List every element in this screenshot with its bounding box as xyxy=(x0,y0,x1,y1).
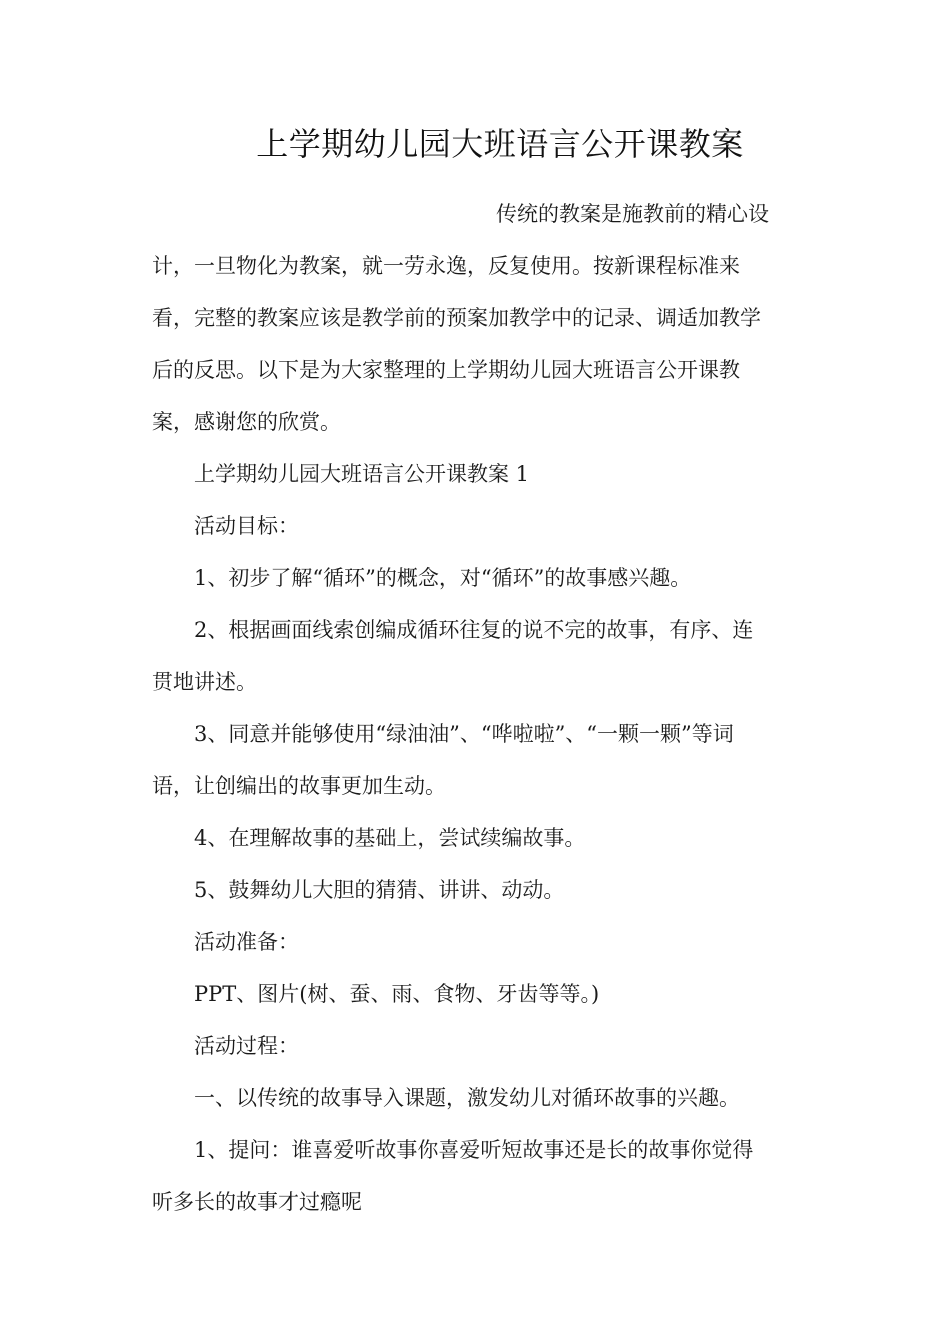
goal-4: 4、在理解故事的基础上，尝试续编故事。 xyxy=(194,826,586,850)
step-1-question-line-2: 听多长的故事才过瘾呢 xyxy=(152,1190,362,1214)
document-title: 上学期幼儿园大班语言公开课教案 xyxy=(256,125,744,163)
goals-heading: 活动目标： xyxy=(194,514,299,538)
goal-5: 5、鼓舞幼儿大胆的猜猜、讲讲、动动。 xyxy=(194,878,565,902)
prep-content: PPT、图片(树、蚕、雨、食物、牙齿等等。) xyxy=(194,982,600,1006)
goal-1: 1、初步了解“循环”的概念，对“循环”的故事感兴趣。 xyxy=(194,566,692,590)
goal-3-line-1: 3、同意并能够使用“绿油油”、“哗啦啦”、“一颗一颗”等词 xyxy=(194,722,734,746)
intro-line-1: 传统的教案是施教前的精心设 xyxy=(496,202,769,226)
goal-3-line-2: 语，让创编出的故事更加生动。 xyxy=(152,774,446,798)
intro-line-5: 案，感谢您的欣赏。 xyxy=(152,410,341,434)
goal-2-line-2: 贯地讲述。 xyxy=(152,670,257,694)
prep-heading: 活动准备： xyxy=(194,930,299,954)
section-title: 上学期幼儿园大班语言公开课教案 1 xyxy=(194,462,530,486)
process-heading: 活动过程： xyxy=(194,1034,299,1058)
intro-line-4: 后的反思。以下是为大家整理的上学期幼儿园大班语言公开课教 xyxy=(152,358,740,382)
goal-2-line-1: 2、根据画面线索创编成循环往复的说不完的故事，有序、连 xyxy=(194,618,754,642)
document-body xyxy=(152,188,802,1228)
step-1: 一、以传统的故事导入课题，激发幼儿对循环故事的兴趣。 xyxy=(194,1086,740,1110)
intro-line-2: 计，一旦物化为教案，就一劳永逸，反复使用。按新课程标准来 xyxy=(152,254,740,278)
step-1-question-line-1: 1、提问：谁喜爱听故事你喜爱听短故事还是长的故事你觉得 xyxy=(194,1138,754,1162)
intro-line-3: 看，完整的教案应该是教学前的预案加教学中的记录、调适加教学 xyxy=(152,306,761,330)
